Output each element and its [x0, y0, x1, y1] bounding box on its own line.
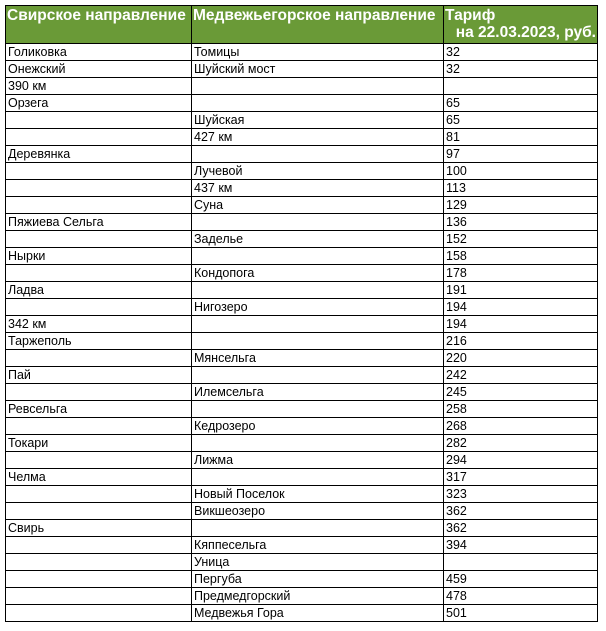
medvezhyegorsk-station-cell: Лижма — [192, 452, 444, 469]
svir-station-cell — [6, 163, 192, 180]
tariff-cell: 97 — [444, 146, 598, 163]
table-row — [6, 231, 598, 248]
tariff-cell: 65 — [444, 112, 598, 129]
tariff-cell: 158 — [444, 248, 598, 265]
tariff-cell: 282 — [444, 435, 598, 452]
medvezhyegorsk-station-cell — [192, 401, 444, 418]
svir-station-cell: Челма — [6, 469, 192, 486]
table-row — [6, 78, 598, 95]
svir-station-cell — [6, 452, 192, 469]
tariff-cell: 191 — [444, 282, 598, 299]
medvezhyegorsk-station-cell: Пергуба — [192, 571, 444, 588]
medvezhyegorsk-station-cell — [192, 95, 444, 112]
svir-station-cell: Таржеполь — [6, 333, 192, 350]
medvezhyegorsk-station-cell: Мянсельга — [192, 350, 444, 367]
svir-station-cell — [6, 503, 192, 520]
svir-station-cell: Токари — [6, 435, 192, 452]
tariff-cell: 194 — [444, 316, 598, 333]
tariff-cell: 136 — [444, 214, 598, 231]
table-row — [6, 469, 598, 486]
tariff-cell: 317 — [444, 469, 598, 486]
medvezhyegorsk-station-cell — [192, 435, 444, 452]
svir-station-cell — [6, 299, 192, 316]
svir-station-cell — [6, 384, 192, 401]
table-row — [6, 350, 598, 367]
medvezhyegorsk-station-cell — [192, 282, 444, 299]
svir-station-cell: 390 км — [6, 78, 192, 95]
tariff-cell: 178 — [444, 265, 598, 282]
header-medvezhyegorsk-direction: Медвежьегорское направление — [192, 6, 444, 44]
tariff-cell: 216 — [444, 333, 598, 350]
tariff-cell — [444, 554, 598, 571]
table-row — [6, 248, 598, 265]
tariff-cell: 152 — [444, 231, 598, 248]
medvezhyegorsk-station-cell — [192, 520, 444, 537]
tariff-cell: 478 — [444, 588, 598, 605]
tariff-cell: 220 — [444, 350, 598, 367]
medvezhyegorsk-station-cell: Лучевой — [192, 163, 444, 180]
table-row — [6, 588, 598, 605]
svir-station-cell — [6, 265, 192, 282]
table-row — [6, 146, 598, 163]
tariff-cell: 501 — [444, 605, 598, 622]
tariff-cell: 129 — [444, 197, 598, 214]
table-row — [6, 316, 598, 333]
table-row — [6, 163, 598, 180]
svir-station-cell: Онежский — [6, 61, 192, 78]
table-row — [6, 435, 598, 452]
tariff-cell: 362 — [444, 520, 598, 537]
medvezhyegorsk-station-cell — [192, 367, 444, 384]
svir-station-cell — [6, 554, 192, 571]
medvezhyegorsk-station-cell: Суна — [192, 197, 444, 214]
medvezhyegorsk-station-cell: Предмедгорский — [192, 588, 444, 605]
medvezhyegorsk-station-cell — [192, 214, 444, 231]
table-row — [6, 180, 598, 197]
medvezhyegorsk-station-cell — [192, 316, 444, 333]
tariff-cell: 394 — [444, 537, 598, 554]
header-row — [6, 6, 598, 44]
svir-station-cell: Орзега — [6, 95, 192, 112]
svir-station-cell — [6, 418, 192, 435]
svir-station-cell: Ладва — [6, 282, 192, 299]
svir-station-cell: Свирь — [6, 520, 192, 537]
tariff-cell: 459 — [444, 571, 598, 588]
table-row — [6, 61, 598, 78]
table-row — [6, 605, 598, 622]
svir-station-cell — [6, 231, 192, 248]
header-tariff-title: Тариф — [445, 7, 496, 24]
tariff-cell: 194 — [444, 299, 598, 316]
medvezhyegorsk-station-cell: Томицы — [192, 44, 444, 61]
tariff-cell: 245 — [444, 384, 598, 401]
svir-station-cell — [6, 537, 192, 554]
svir-station-cell: Голиковка — [6, 44, 192, 61]
svir-station-cell — [6, 197, 192, 214]
table-row — [6, 554, 598, 571]
tariff-cell: 242 — [444, 367, 598, 384]
table-row — [6, 214, 598, 231]
svir-station-cell — [6, 486, 192, 503]
medvezhyegorsk-station-cell: Шуйская — [192, 112, 444, 129]
medvezhyegorsk-station-cell: Уница — [192, 554, 444, 571]
table-row — [6, 520, 598, 537]
table-row — [6, 452, 598, 469]
svir-station-cell — [6, 129, 192, 146]
table-row — [6, 537, 598, 554]
table-row — [6, 401, 598, 418]
svir-station-cell: Ревсельга — [6, 401, 192, 418]
tariff-cell: 294 — [444, 452, 598, 469]
tariff-cell — [444, 78, 598, 95]
svir-station-cell — [6, 112, 192, 129]
svir-station-cell: 342 км — [6, 316, 192, 333]
table-row — [6, 95, 598, 112]
svir-station-cell — [6, 571, 192, 588]
table-row — [6, 44, 598, 61]
svir-station-cell: Деревянка — [6, 146, 192, 163]
svir-station-cell: Пай — [6, 367, 192, 384]
medvezhyegorsk-station-cell: Илемсельга — [192, 384, 444, 401]
tariff-cell: 323 — [444, 486, 598, 503]
header-tariff-date: на 22.03.2023, руб. — [455, 24, 596, 41]
tariff-cell: 32 — [444, 61, 598, 78]
svir-station-cell — [6, 350, 192, 367]
table-row — [6, 384, 598, 401]
medvezhyegorsk-station-cell: 427 км — [192, 129, 444, 146]
medvezhyegorsk-station-cell — [192, 333, 444, 350]
medvezhyegorsk-station-cell: Кондопога — [192, 265, 444, 282]
table-row — [6, 197, 598, 214]
tariff-cell: 100 — [444, 163, 598, 180]
table-row — [6, 486, 598, 503]
tariff-cell: 258 — [444, 401, 598, 418]
tariff-cell: 81 — [444, 129, 598, 146]
medvezhyegorsk-station-cell: Кедрозеро — [192, 418, 444, 435]
table-row — [6, 299, 598, 316]
medvezhyegorsk-station-cell — [192, 78, 444, 95]
tariff-cell: 268 — [444, 418, 598, 435]
tariff-cell: 32 — [444, 44, 598, 61]
svir-station-cell: Нырки — [6, 248, 192, 265]
tariff-cell: 65 — [444, 95, 598, 112]
header-tariff — [444, 6, 598, 44]
table-header — [6, 6, 598, 44]
medvezhyegorsk-station-cell: Медвежья Гора — [192, 605, 444, 622]
medvezhyegorsk-station-cell: Викшеозеро — [192, 503, 444, 520]
medvezhyegorsk-station-cell: 437 км — [192, 180, 444, 197]
table-row — [6, 129, 598, 146]
table-row — [6, 265, 598, 282]
medvezhyegorsk-station-cell: Новый Поселок — [192, 486, 444, 503]
table-row — [6, 112, 598, 129]
table-row — [6, 418, 598, 435]
tariff-table — [5, 5, 598, 622]
tariff-cell: 362 — [444, 503, 598, 520]
table-body — [6, 44, 598, 622]
svir-station-cell — [6, 605, 192, 622]
medvezhyegorsk-station-cell — [192, 248, 444, 265]
medvezhyegorsk-station-cell: Нигозеро — [192, 299, 444, 316]
svir-station-cell: Пяжиева Сельга — [6, 214, 192, 231]
medvezhyegorsk-station-cell: Заделье — [192, 231, 444, 248]
table-row — [6, 503, 598, 520]
table-row — [6, 571, 598, 588]
table-row — [6, 333, 598, 350]
svir-station-cell — [6, 588, 192, 605]
header-svir-direction: Свирское направление — [6, 6, 192, 44]
table-row — [6, 367, 598, 384]
medvezhyegorsk-station-cell — [192, 146, 444, 163]
svir-station-cell — [6, 180, 192, 197]
table-row — [6, 282, 598, 299]
tariff-cell: 113 — [444, 180, 598, 197]
medvezhyegorsk-station-cell: Кяппесельга — [192, 537, 444, 554]
medvezhyegorsk-station-cell: Шуйский мост — [192, 61, 444, 78]
medvezhyegorsk-station-cell — [192, 469, 444, 486]
